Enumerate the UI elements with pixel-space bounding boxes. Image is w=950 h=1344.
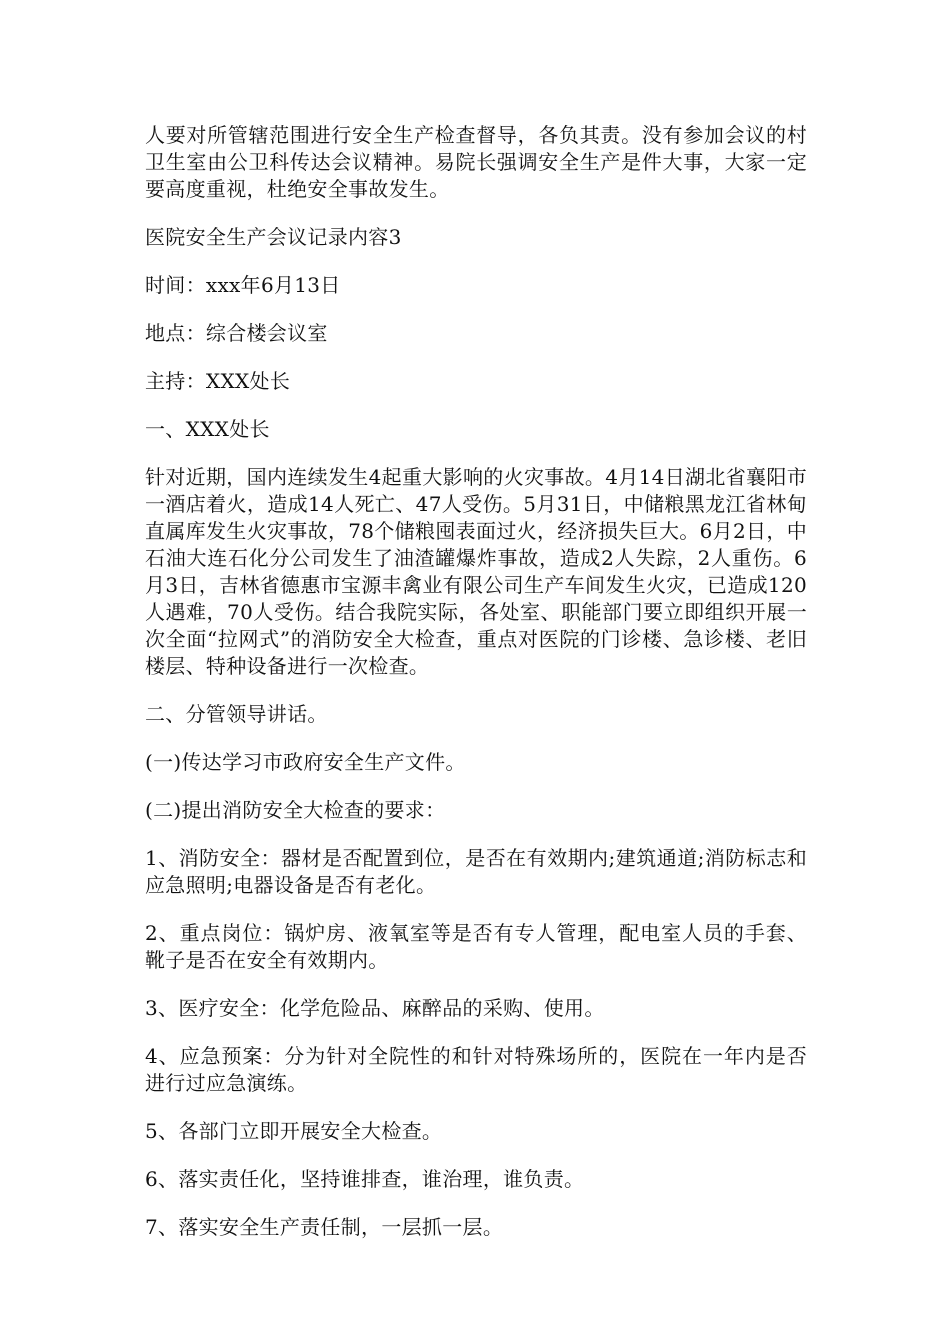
document-page (145, 122, 807, 1262)
meeting-location: 地点：综合楼会议室 (145, 321, 328, 345)
section-heading: 医院安全生产会议记录内容3 (145, 225, 402, 249)
requirement-6: 6、落实责任化，坚持谁排查，谁治理，谁负责。 (145, 1167, 585, 1191)
item-two-heading: 二、分管领导讲话。 (145, 702, 328, 726)
meeting-time: 时间：xxx年6月13日 (145, 273, 341, 297)
requirement-4: 4、应急预案：分为针对全院性的和针对特殊场所的，医院在一年内是否进行过应急演练。 (145, 1044, 807, 1095)
requirement-1: 1、消防安全：器材是否配置到位，是否在有效期内;建筑通道;消防标志和应急照明;电器设备是否有老化。 (145, 846, 807, 897)
requirement-3: 3、医疗安全：化学危险品、麻醉品的采购、使用。 (145, 996, 605, 1020)
item-one-body: 针对近期，国内连续发生4起重大影响的火灾事故。4月14日湖北省襄阳市一酒店着火，造成14人死亡、47人受伤。5月31日，中储粮黑龙江省林甸直属库发生火灾事故，78个储粮囤表面过火，经济损失巨大。6月2日，中石油大连石化分公司发生了油渣罐爆炸事故，造成2人失踪，2人重伤。6月3日，吉林省德惠市宝源丰禽业有限公司生产车间发生火灾，已造成120人遇难，70人受伤。结合我院实际，各处室、职能部门要立即组织开展一次全面“拉网式”的消防安全大检查，重点对医院的门诊楼、急诊楼、老旧楼层、特种设备进行一次检查。 (145, 465, 807, 678)
requirement-5: 5、各部门立即开展安全大检查。 (145, 1119, 443, 1143)
item-one-heading: 一、XXX处长 (145, 417, 270, 441)
subitem-two: (二)提出消防安全大检查的要求： (145, 798, 446, 822)
subitem-one: (一)传达学习市政府安全生产文件。 (145, 750, 466, 774)
paragraph-intro-continuation: 人要对所管辖范围进行安全生产检查督导，各负其责。没有参加会议的村卫生室由公卫科传达会议精神。易院长强调安全生产是件大事，大家一定要高度重视，杜绝安全事故发生。 (145, 123, 807, 201)
meeting-host: 主持：XXX处长 (145, 369, 291, 393)
requirement-2: 2、重点岗位：锅炉房、液氧室等是否有专人管理，配电室人员的手套、靴子是否在安全有效期内。 (145, 921, 807, 972)
requirement-7: 7、落实安全生产责任制，一层抓一层。 (145, 1215, 504, 1239)
